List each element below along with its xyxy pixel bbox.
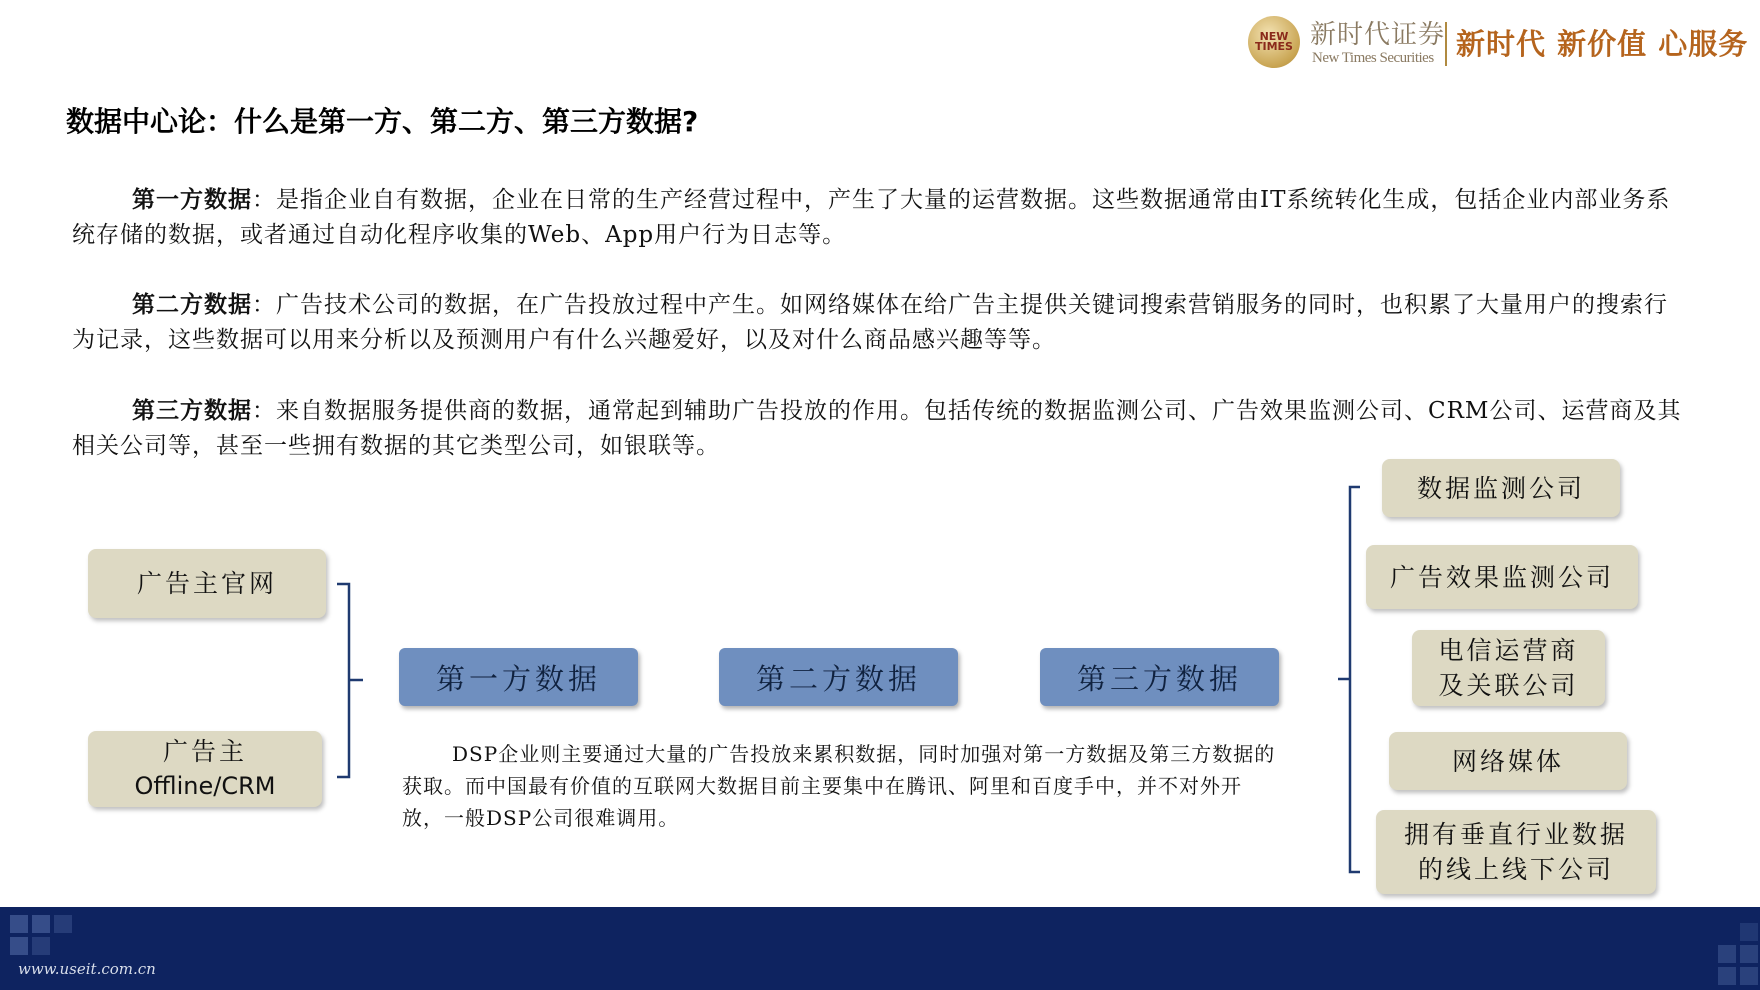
- footer-square-decoration: [10, 937, 28, 955]
- source-vertical-industry-label-2: 的线上线下公司: [1417, 855, 1614, 884]
- company-name-en: New Times Securities: [1312, 50, 1434, 66]
- source-vertical-industry: [1376, 810, 1656, 894]
- page-title: 数据中心论：什么是第一方、第二方、第三方数据?: [66, 105, 699, 138]
- third-party-data-label: 第三方数据: [1076, 661, 1242, 696]
- source-telecom-label-2: 及关联公司: [1438, 671, 1579, 700]
- second-party-data-label: 第二方数据: [755, 661, 921, 696]
- footer-square-decoration: [1718, 945, 1736, 963]
- source-ad-effect-monitoring: [1366, 545, 1638, 609]
- source-data-monitoring: [1382, 459, 1620, 517]
- footer-square-decoration: [32, 915, 50, 933]
- source-data-monitoring-label: 数据监测公司: [1416, 473, 1585, 503]
- company-logo-icon: NEW TIMES: [1248, 16, 1300, 68]
- footer-square-decoration: [1740, 945, 1758, 963]
- definition-first-party: ：是指企业自有数据，企业在日常的生产经营过程中，产生了大量的运营数据。这些数据通常由IT系统转化生成，包括企业内部业务系统存储的数据，或者通过自动化程序收集的Web、App用户行为日志等。: [72, 187, 1671, 248]
- source-vertical-industry-label-1: 拥有垂直行业数据: [1403, 820, 1628, 849]
- source-network-media: [1389, 732, 1627, 790]
- footer-square-decoration: [10, 915, 28, 933]
- third-party-data-box: [1040, 648, 1279, 706]
- second-party-data-box: [719, 648, 958, 706]
- footer-square-decoration: [54, 915, 72, 933]
- source-advertiser-website-label: 广告主官网: [136, 569, 277, 598]
- dsp-description: DSP企业则主要通过大量的广告投放来累积数据，同时加强对第一方数据及第三方数据的获取。而中国最有价值的互联网大数据目前主要集中在腾讯、阿里和百度手中，并不对外开放，一般DSP公司很难调用。: [402, 742, 1276, 830]
- term-third-party: 第三方数据: [132, 398, 252, 424]
- footer-square-decoration: [1740, 923, 1758, 941]
- footer-bar: [0, 907, 1760, 990]
- source-telecom: [1412, 630, 1605, 706]
- footer-square-decoration: [1718, 967, 1736, 985]
- source-telecom-label-1: 电信运营商: [1438, 636, 1579, 665]
- left-bracket: [337, 584, 349, 777]
- footer-url[interactable]: www.useit.com.cn: [18, 960, 156, 978]
- term-first-party: 第一方数据: [132, 187, 252, 213]
- source-advertiser-website: [88, 549, 326, 618]
- term-second-party: 第二方数据: [132, 292, 252, 318]
- source-advertiser-offline: [88, 731, 322, 807]
- slogan: 新时代 新价值 心服务: [1456, 27, 1749, 61]
- first-party-data-label: 第一方数据: [435, 661, 601, 696]
- source-ad-effect-monitoring-label: 广告效果监测公司: [1389, 562, 1614, 592]
- source-offline-crm-label: Offline/CRM: [134, 772, 276, 800]
- footer-square-decoration: [1740, 967, 1758, 985]
- source-network-media-label: 网络媒体: [1451, 746, 1564, 776]
- definition-second-party: ：广告技术公司的数据，在广告投放过程中产生。如网络媒体在给广告主提供关键词搜索营销服务的同时，也积累了大量用户的搜索行为记录，这些数据可以用来分析以及预测用户有什么兴趣爱好，以及对什么商品感兴趣等等。: [72, 292, 1668, 353]
- first-party-data-box: [399, 648, 638, 706]
- definition-third-party: ：来自数据服务提供商的数据，通常起到辅助广告投放的作用。包括传统的数据监测公司、广告效果监测公司、CRM公司、运营商及其相关公司等，甚至一些拥有数据的其它类型公司，如银联等。: [72, 398, 1682, 459]
- right-bracket: [1350, 487, 1360, 872]
- source-advertiser-label: 广告主: [162, 737, 247, 766]
- company-name-cn: 新时代证券: [1310, 20, 1446, 50]
- footer-square-decoration: [32, 937, 50, 955]
